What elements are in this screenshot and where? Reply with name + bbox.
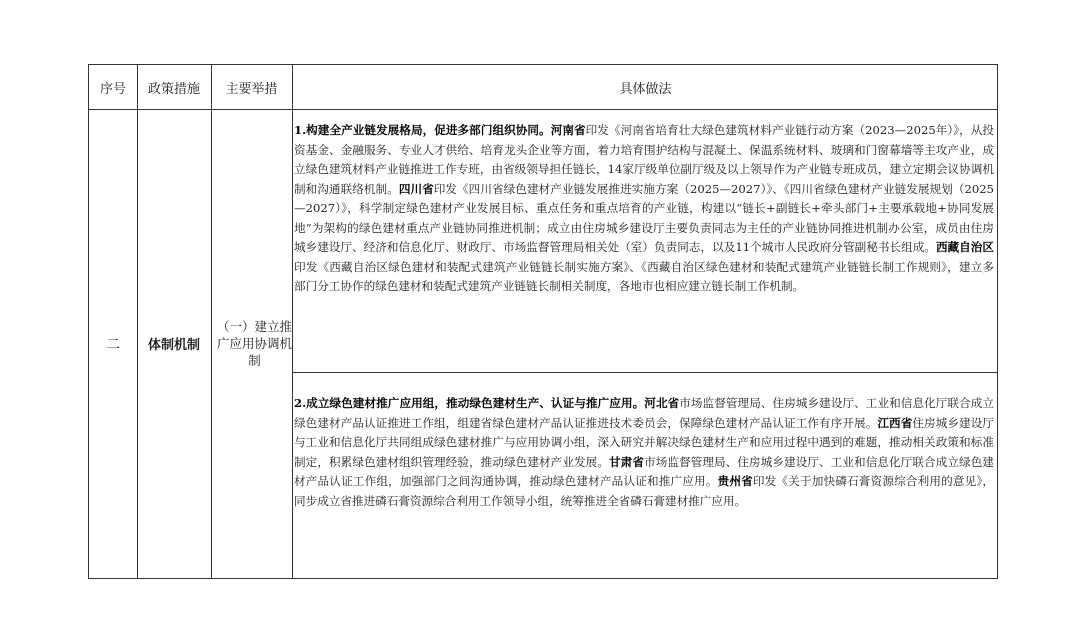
policy-table (88, 64, 998, 579)
region-text: 市场监督管理局、住房城乡建设厅、工业和信息化厅联合成立绿色建材产品认证推进工作组，组建省绿色建材产品认证推进技术委员会，保障绿色建材产品认证工作有序开展。 (294, 396, 994, 430)
header-seq: 序号 (99, 81, 126, 97)
region-text: 印发《河南省培育壮大绿色建筑材料产业链行动方案（2023—2025年）》，从投资基金、金融服务、专业人才供给、培育龙头企业等方面，着力培育围护结构与混凝土、保温系统材料、玻璃和门窗幕墙等主攻产业，成立绿色建筑材料产业链推进工作专班，由省级领导担任链长，14家厅级单位副厅级及以上领导作为产业链专班成员，建立定期会议协调机制和沟通联络机制。 (294, 123, 994, 196)
region-text: 住房城乡建设厅与工业和信息化厅共同组成绿色建材推广与应用协调小组，深入研究并解决绿色建材生产和应用过程中遇到的难题，推动相关政策和标准制定，积累绿色建材组织管理经验，推动绿色建材产业发展。 (294, 415, 994, 469)
header-measure: 主要举措 (225, 81, 278, 97)
row-seq: 二 (106, 336, 120, 353)
row-policy: 体制机制 (147, 338, 200, 353)
region-name: 四川省 (398, 181, 434, 196)
practice-item-1 (294, 121, 994, 297)
item-lead: 1.构建全产业链发展格局，促进多部门组织协同。 (294, 123, 551, 137)
header-practice: 具体做法 (619, 81, 672, 97)
region-name: 河南省 (550, 123, 586, 137)
region-name: 河北省 (644, 396, 680, 410)
region-name: 甘肃省 (609, 454, 645, 469)
item-lead: 2.成立绿色建材推广应用组，推动绿色建材生产、认证与推广应用。 (294, 396, 645, 410)
row-divider (292, 372, 997, 373)
header-policy: 政策措施 (147, 81, 200, 97)
region-name: 西藏自治区 (935, 240, 994, 254)
region-text: 印发《关于加快磷石膏资源综合利用的意见》，同步成立省推进磷石膏资源综合利用工作领导小组，统筹推进全省磷石膏建材推广应用。 (294, 474, 994, 508)
region-text: 市场监督管理局、住房城乡建设厅、工业和信息化厅联合成立绿色建材产品认证工作组，加强部门之间沟通协调，推动绿色建材产品认证和推广应用。 (294, 454, 994, 488)
row-measure: （一）建立推广应用协调机制 (216, 319, 292, 368)
region-text: 印发《西藏自治区绿色建材和装配式建筑产业链链长制实施方案》、《西藏自治区绿色建材和装配式建筑产业链链长制工作规则》，建立多部门分工协作的绿色建材和装配式建筑产业链链长制相关制度，各地市也相应建立链长制工作机制。 (294, 259, 994, 293)
region-name: 贵州省 (717, 474, 753, 488)
region-text: 印发《四川省绿色建材产业链发展推进实施方案（2025—2027）》、《四川省绿色建材产业链发展规划（2025—2027）》，科学制定绿色建材产业发展目标、重点任务和重点培育的产业链，构建以“链长+副链长+牵头部门+主要承载地+协同发展地”为架构的绿色建材重点产业链协同推进机制；成立由住房城乡建设厅主要负责同志为主任的产业链协同推进机制办公室，成员由住房城乡建设厅、经济和信息化厅、财政厅、市场监督管理局相关处（室）负责同志，以及11个城市人民政府分管副秘书长组成。 (294, 181, 994, 254)
region-name: 江西省 (877, 415, 913, 430)
practice-item-2 (294, 394, 994, 511)
